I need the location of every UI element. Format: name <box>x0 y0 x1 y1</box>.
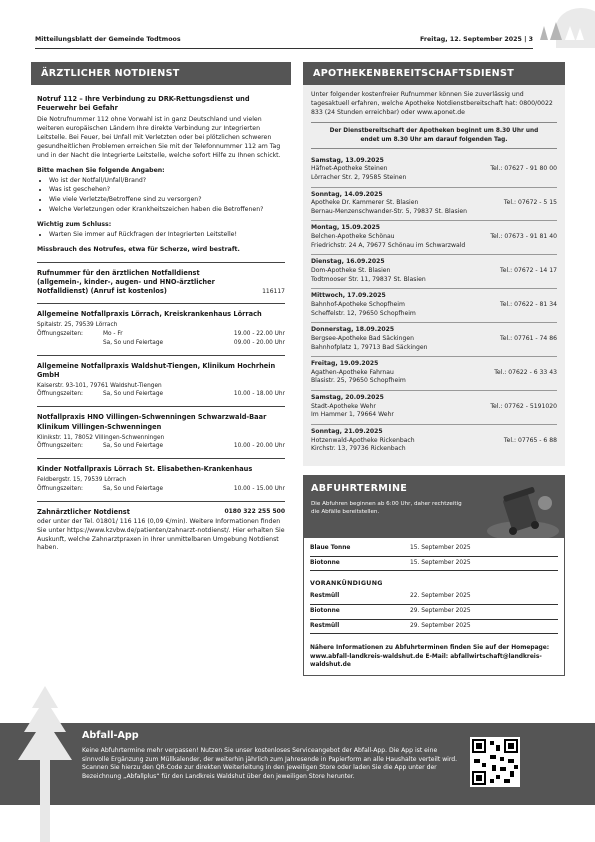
notdienst-banner: ÄRZTLICHER NOTDIENST <box>31 62 291 85</box>
header-divider <box>35 48 533 49</box>
pickup-date: 22. September 2025 <box>410 593 471 600</box>
apotheke-entry <box>311 391 557 425</box>
hours-time: 10.00 - 18.00 Uhr <box>233 391 285 398</box>
abfuhr-row <box>310 557 558 572</box>
abfuhr-info: Nähere Informationen zu Abfuhrterminen finden Sie auf der Homepage: www.abfall-landkreis-waldshut.de E-Mail: abfallwirtschaft@landkreis-waldshut.de <box>310 645 550 669</box>
praxis-hours-row <box>37 442 285 451</box>
hours-label: Öffnungszeiten: <box>37 443 83 450</box>
apotheke-date: Samstag, 13.09.2025 <box>311 156 384 164</box>
apotheke-address: Todtmooser Str. 11, 79837 St. Blasien <box>311 275 426 283</box>
apotheke-phone: Tel.: 07622 - 6 33 43 <box>494 368 557 376</box>
apotheke-name: Dom-Apotheke St. Blasien <box>311 267 391 275</box>
apotheke-name: Agathen-Apotheke Fahrnau <box>311 368 394 376</box>
hours-time: 10.00 - 20.00 Uhr <box>233 443 285 450</box>
abfuhr-subtitle: Die Abfuhren beginnen ab 6:00 Uhr, daher rechtzeitig die Abfälle bereitstellen. <box>311 500 462 516</box>
praxen-list <box>37 303 285 493</box>
apotheke-phone: Tel.: 07765 - 6 88 <box>503 436 557 444</box>
waste-type: Biotonne <box>310 607 340 614</box>
apotheke-entry <box>311 188 557 222</box>
apotheke-address: Lörracher Str. 2, 79585 Steinen <box>311 173 407 181</box>
apotheke-date: Montag, 15.09.2025 <box>311 224 380 232</box>
praxis-hours-row <box>37 485 285 494</box>
apotheke-address: Scheffelstr. 12, 79650 Schopfheim <box>311 309 416 317</box>
apotheke-name: Belchen-Apotheke Schönau <box>311 233 395 241</box>
apotheke-name-row <box>311 199 557 208</box>
end-item: • Warten Sie immer auf Rückfragen der Integrierten Leitstelle! <box>49 231 285 240</box>
qr-code-icon[interactable] <box>470 737 520 787</box>
abfuhr-box <box>303 538 565 676</box>
hours-label: Öffnungszeiten: <box>37 391 83 398</box>
praxis-title: Notfallpraxis HNO Villingen-Schwenningen Schwarzwald-Baar Klinikum Villingen-Schwenningen <box>37 413 267 431</box>
questions-list <box>37 177 285 215</box>
abfuhr-row <box>310 620 558 635</box>
zahn-title: Zahnärztlicher Notdienst <box>37 507 130 516</box>
apotheke-address: Bernau-Menzenschwander-Str. 5, 79837 St. Blasien <box>311 207 467 215</box>
apotheken-note: Der Dienstbereitschaft der Apotheken beginnt um 8.30 Uhr und endet um 8.30 Uhr am darauf folgenden Tag. <box>311 122 557 148</box>
apotheke-date: Sonntag, 14.09.2025 <box>311 190 383 198</box>
apotheke-name: Apotheke Dr. Kammerer St. Blasien <box>311 199 419 207</box>
apotheke-phone: Tel.: 07622 - 81 34 <box>500 300 557 308</box>
apotheke-name: Häfnet-Apotheke Steinen <box>311 165 388 173</box>
zahn-section <box>37 508 285 517</box>
question-item: • Wie viele Verletzte/Betroffene sind zu versorgen? <box>49 196 285 205</box>
notruf-paragraph: Die Notrufnummer 112 ohne Vorwahl ist in ganz Deutschland und vielen weiteren europäischen Ländern Ihre direkte Verbindung zur Integrierten Leitstelle. Bei Feuer, bei Unfall mit Verletzten oder bei plötzlichen schweren gesundheitlichen Problemen erreichen Sie mit der Telefonnummer 112 am Tag und in der Nacht die Integrierte Leitstelle, welche sofort Hilfe zu Ihnen schickt. <box>37 116 281 159</box>
apotheke-name: Bergsee-Apotheke Bad Säckingen <box>311 334 414 342</box>
rufnummer-number: 116117 <box>262 287 285 295</box>
apotheken-banner: APOTHEKENBEREITSCHAFTSDIENST <box>303 62 565 85</box>
praxis-hours-row <box>37 330 285 339</box>
section-divider <box>37 406 285 407</box>
praxis-address: Kaiserstr. 93-101, 79761 Waldshut-Tiengen <box>37 383 162 390</box>
vorankuendigung-title: VORANKÜNDIGUNG <box>310 580 383 588</box>
apotheken-intro: Unter folgender kostenfreier Rufnummer können Sie zuverlässig und tagesaktuell erfahren, welche Apotheke Notdienstbereitschaft hat: 0800/0022 833 (24 Stunden erreichbar) oder www.aponet.de <box>311 91 553 116</box>
apotheke-name: Hotzenwald-Apotheke Rickenbach <box>311 436 415 444</box>
section-divider <box>37 262 285 263</box>
praxis-address: Spitalstr. 25, 79539 Lörrach <box>37 322 118 329</box>
hours-days: Sa, So und Feiertage <box>103 485 164 492</box>
abfall-app-footer <box>0 723 595 805</box>
hours-days: Mo - Fr <box>103 330 123 337</box>
tree-icon <box>538 16 586 50</box>
pickup-date: 15. September 2025 <box>410 544 471 551</box>
praxis-title: Allgemeine Notfallpraxis Waldshut-Tiengen, Klinikum Hochrhein GmbH <box>37 361 276 379</box>
apotheke-name-row <box>311 267 557 276</box>
apotheke-phone: Tel.: 07627 - 91 80 00 <box>490 165 557 173</box>
praxis-address: Feldbergstr. 15, 79539 Lörrach <box>37 477 127 484</box>
apotheke-name-row <box>311 403 557 412</box>
abfuhr-rows <box>310 542 558 571</box>
waste-type: Biotonne <box>310 559 340 566</box>
apotheke-phone: Tel.: 07672 - 5 15 <box>503 199 557 207</box>
apotheke-name-row <box>311 369 557 378</box>
hours-time: 19.00 - 22.00 Uhr <box>233 330 285 337</box>
apotheke-phone: Tel.: 07761 - 74 86 <box>500 334 557 342</box>
end-intro: Wichtig zum Schluss: <box>37 221 112 229</box>
app-title: Abfall-App <box>82 730 139 741</box>
apotheke-address: Friedrichstr. 24 A, 79677 Schönau im Schwarzwald <box>311 241 466 249</box>
hours-time: 09.00 - 20.00 Uhr <box>233 339 285 346</box>
apotheke-address: Kirchstr. 13, 79736 Rickenbach <box>311 445 406 453</box>
question-item: • Wo ist der Notfall/Unfall/Brand? <box>49 177 285 186</box>
section-divider <box>37 303 285 304</box>
apotheke-entry <box>311 255 557 289</box>
waste-bin-icon <box>483 481 561 538</box>
apotheke-entry <box>311 221 557 255</box>
apotheke-entry <box>311 425 557 458</box>
questions-intro: Bitte machen Sie folgende Angaben: <box>37 166 165 174</box>
abfuhr-title: ABFUHRTERMINE <box>311 482 408 494</box>
hours-time: 10.00 - 15.00 Uhr <box>233 485 285 492</box>
waste-type: Blaue Tonne <box>310 544 351 551</box>
apotheke-entry <box>311 154 557 188</box>
hours-label: Öffnungszeiten: <box>37 330 83 337</box>
pickup-date: 29. September 2025 <box>410 622 471 629</box>
apotheke-date: Samstag, 20.09.2025 <box>311 394 384 402</box>
section-divider <box>37 501 285 502</box>
question-item: • Welche Verletzungen oder Krankheitszeichen haben die Betroffenen? <box>49 206 285 215</box>
apotheke-name-row <box>311 233 557 242</box>
waste-type: Restmüll <box>310 622 340 629</box>
pickup-date: 15. September 2025 <box>410 559 471 566</box>
notruf-heading: Notruf 112 – Ihre Verbindung zu DRK-Rettungsdienst und Feuerwehr bei Gefahr <box>37 95 250 113</box>
publication-title: Mitteilungsblatt der Gemeinde Todtmoos <box>35 36 181 43</box>
apotheke-entry <box>311 289 557 323</box>
rufnummer-section <box>37 269 285 297</box>
apotheken-box <box>303 85 565 466</box>
apotheke-name-row <box>311 437 557 446</box>
apotheke-address: Bahnhofplatz 1, 79713 Bad Säckingen <box>311 343 428 351</box>
apotheke-name-row <box>311 301 557 310</box>
apotheke-date: Dienstag, 16.09.2025 <box>311 258 385 266</box>
issue-date-page: Freitag, 12. September 2025 | 3 <box>420 36 533 43</box>
abfuhr-row <box>310 605 558 620</box>
praxis-address: Klinikstr. 11, 78052 Villingen-Schwenningen <box>37 434 165 441</box>
apotheke-entry <box>311 357 557 391</box>
hours-label <box>37 339 103 348</box>
hours-days: Sa, So und Feiertage <box>103 339 164 346</box>
question-item: • Was ist geschehen? <box>49 186 285 195</box>
app-text: Keine Abfuhrtermine mehr verpassen! Nutzen Sie unser kostenloses Serviceangebot der Abfall-App. Die App ist eine sinnvolle Ergänzung zum Müllkalender, der weiterhin jährlich zum Jahresende in Papierform an alle Haushalte verteilt wird. Scannen Sie hierzu den QR-Code zur direkten Weiterleitung in den jeweiligen Store oder laden Sie die App unter der Bezeichnung „Abfallplus“ für den Landkreis Waldshut über den jeweiligen Store herunter. <box>82 747 458 780</box>
apotheke-phone: Tel.: 07672 - 14 17 <box>500 267 557 275</box>
notdienst-column <box>31 62 291 553</box>
praxis-title: Kinder Notfallpraxis Lörrach St. Elisabethen-Krankenhaus <box>37 465 253 474</box>
hours-label: Öffnungszeiten: <box>37 485 83 492</box>
apotheke-name: Bahnhof-Apotheke Schopfheim <box>311 300 405 308</box>
apotheke-phone: Tel.: 07673 - 91 81 40 <box>490 233 557 241</box>
apotheken-column <box>303 62 565 676</box>
end-list <box>37 231 285 240</box>
apotheke-date: Freitag, 19.09.2025 <box>311 360 379 368</box>
tree-icon <box>12 686 78 842</box>
apotheke-address: Im Hammer 1, 79664 Wehr <box>311 411 394 419</box>
praxis-title: Allgemeine Notfallpraxis Lörrach, Kreiskrankenhaus Lörrach <box>37 310 262 319</box>
section-divider <box>37 355 285 356</box>
vorankuendigung-rows <box>310 590 558 634</box>
apotheke-entry <box>311 323 557 357</box>
waste-type: Restmüll <box>310 593 340 600</box>
praxis-hours-row <box>37 390 285 399</box>
apotheke-name: Stadt-Apotheke Wehr <box>311 402 376 410</box>
hours-days: Sa, So und Feiertage <box>103 443 164 450</box>
zahn-number: 0180 322 255 500 <box>224 507 285 515</box>
apotheken-days <box>311 154 557 458</box>
zahn-text: oder unter der Tel. 01801/ 116 116 (0,09 €/min). Weitere Informationen finden Sie unter https://www.kzvbw.de/patienten/zahnarzt-notdienst/. Hier erhalten Sie Auskunft, welche Zahnarztpraxen in Ihrer unmittelbaren Umgebung Notdienst haben. <box>37 517 285 552</box>
pickup-date: 29. September 2025 <box>410 607 471 614</box>
notdienst-content <box>31 85 291 553</box>
section-divider <box>37 458 285 459</box>
apotheke-date: Donnerstag, 18.09.2025 <box>311 326 395 334</box>
abfuhr-header <box>303 475 565 538</box>
apotheke-date: Mittwoch, 17.09.2025 <box>311 292 386 300</box>
misuse-warning: Missbrauch des Notrufes, etwa für Scherze, wird bestraft. <box>37 245 240 253</box>
hours-days: Sa, So und Feiertage <box>103 391 164 398</box>
apotheke-name-row <box>311 165 557 174</box>
abfuhr-row <box>310 542 558 557</box>
apotheke-address: Blasistr. 25, 79650 Schopfheim <box>311 377 406 385</box>
rufnummer-title: Rufnummer für den ärztlichen Notfalldienst (allgemein-, kinder-, augen- und HNO-ärztlicher Notfalldienst) (Anruf ist kostenlos) <box>37 268 215 296</box>
apotheke-name-row <box>311 335 557 344</box>
apotheke-date: Sonntag, 21.09.2025 <box>311 427 383 435</box>
abfuhr-row <box>310 590 558 605</box>
apotheke-phone: Tel.: 07762 - 5191020 <box>490 402 557 410</box>
praxis-hours-row <box>37 339 285 348</box>
